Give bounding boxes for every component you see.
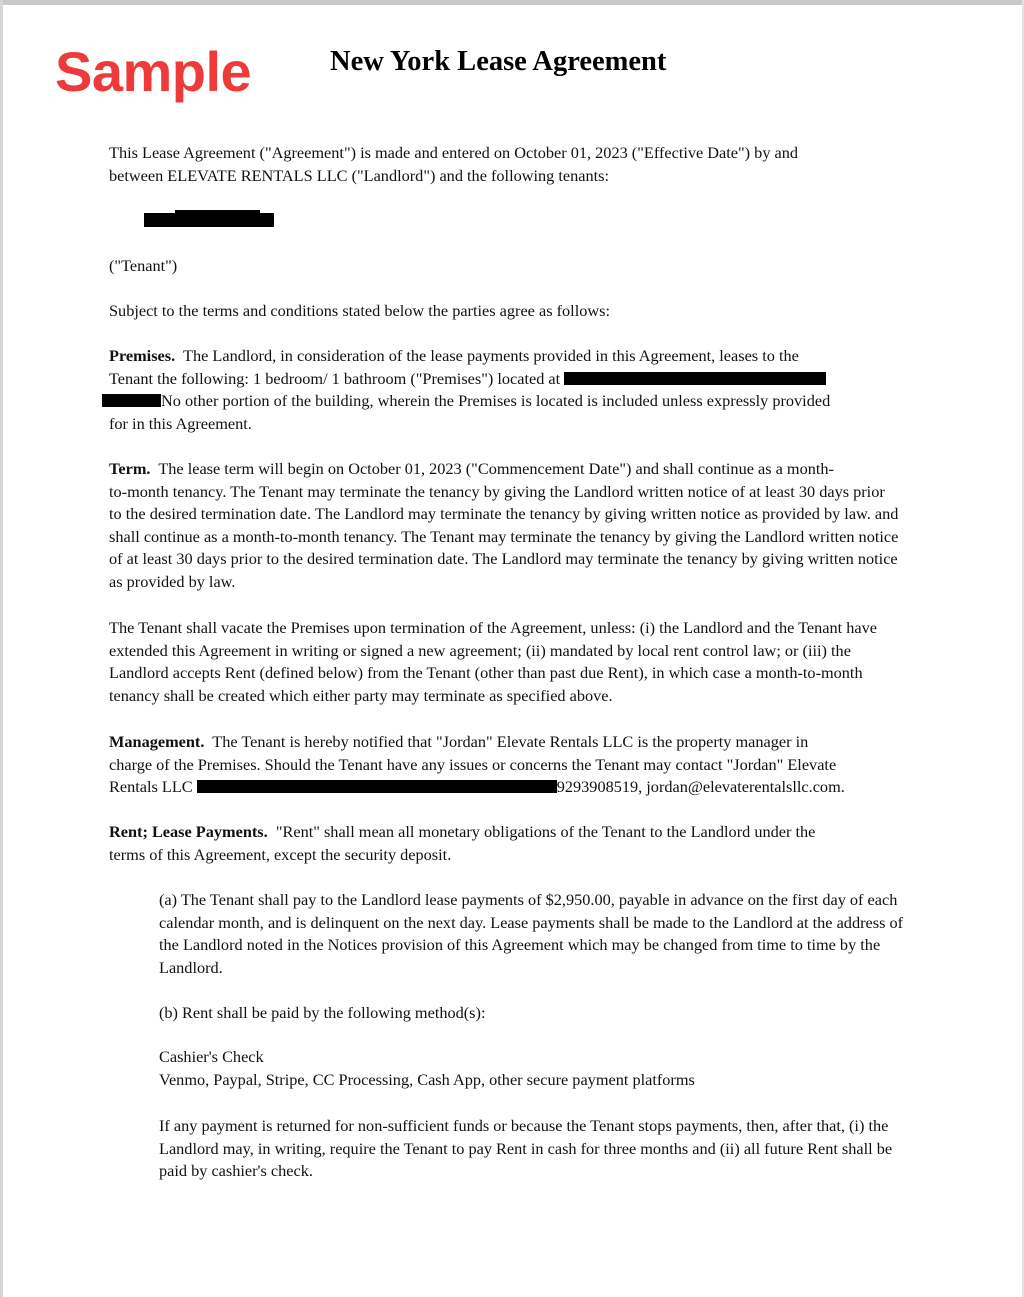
term-body: to-month tenancy. The Tenant may terminate the tenancy by giving the Landlord written notice of at least 30 days prior to the desired termination date. The Landlord may terminate the tenancy by giving written notice as provided by law. and shall continue as a month-to-month tenancy. The Tenant may terminate the tenancy by giving the Landlord written notice of at least 30 days prior to the desired termination date. The Landlord may terminate the tenancy by giving written notice as provided by law. bbox=[109, 481, 899, 591]
rent-clause-a: (a) The Tenant shall pay to the Landlord lease payments of $2,950.00, payable in advance on the first day of each calendar month, and is delinquent on the next day. Lease payments shall be made to the Landlord at the address of the Landlord noted in the Notices provision of this Agreement which may be changed from time to time by the Landlord. bbox=[159, 890, 904, 977]
premises-heading: Premises. bbox=[109, 346, 176, 365]
redacted-manager-address bbox=[197, 780, 557, 793]
term-section bbox=[109, 458, 901, 593]
redacted-address-continued bbox=[102, 394, 161, 407]
page-top-border bbox=[0, 0, 1024, 5]
intro-line-2: between ELEVATE RENTALS LLC ("Landlord") and the following tenants: bbox=[109, 165, 610, 185]
management-heading: Management. bbox=[109, 732, 205, 751]
rent-line-2: terms of this Agreement, except the security deposit. bbox=[109, 844, 452, 864]
sample-watermark: Sample bbox=[55, 40, 252, 103]
payment-methods bbox=[159, 1046, 919, 1091]
returned-payment-paragraph: If any payment is returned for non-sufficient funds or because the Tenant stops payments, then, after that, (i) the Landlord may, in writing, require the Tenant to pay Rent in cash for three months and (ii) all future Rent shall be paid by cashier's check. bbox=[159, 1116, 893, 1180]
premises-line-3: No other portion of the building, wherein the Premises is located is included unless expressly provided bbox=[161, 391, 831, 410]
payment-method-2: Venmo, Paypal, Stripe, CC Processing, Cash App, other secure payment platforms bbox=[159, 1069, 695, 1089]
premises-line-2: Tenant the following: 1 bedroom/ 1 bathroom ("Premises") located at bbox=[109, 368, 561, 388]
term-heading: Term. bbox=[109, 459, 151, 478]
rent-clause-b: (b) Rent shall be paid by the following method(s): bbox=[159, 1003, 486, 1022]
redacted-tenant-name bbox=[144, 213, 274, 227]
redacted-address bbox=[564, 372, 826, 385]
payment-method-1: Cashier's Check bbox=[159, 1047, 264, 1066]
premises-line-4: for in this Agreement. bbox=[109, 413, 252, 433]
subject-statement: Subject to the terms and conditions stated below the parties agree as follows: bbox=[109, 301, 610, 320]
management-line-1: The Tenant is hereby notified that "Jordan" Elevate Rentals LLC is the property manager in bbox=[212, 732, 809, 751]
management-line-2: charge of the Premises. Should the Tenant have any issues or concerns the Tenant may contact "Jordan" Elevate bbox=[109, 754, 837, 774]
rent-section bbox=[109, 821, 909, 866]
intro-paragraph bbox=[109, 142, 909, 187]
premises-line-1: The Landlord, in consideration of the lease payments provided in this Agreement, leases to the bbox=[183, 346, 799, 365]
rent-line-1: "Rent" shall mean all monetary obligations of the Tenant to the Landlord under the bbox=[275, 822, 816, 841]
document-title: New York Lease Agreement bbox=[330, 46, 667, 77]
management-line-3-start: Rentals LLC bbox=[109, 777, 193, 796]
management-line-3-end: 9293908519, jordan@elevaterentalsllc.com. bbox=[556, 777, 845, 796]
page-left-border bbox=[0, 0, 3, 1297]
vacate-paragraph: The Tenant shall vacate the Premises upon termination of the Agreement, unless: (i) the Landlord and the Tenant have extended this Agreement in writing or signed a new agreement; (ii) mandated by local rent control law; or (iii) the Landlord accepts Rent (defined below) from the Tenant (other than past due Rent), in which case a month-to-month tenancy shall be created which either party may terminate as specified above. bbox=[109, 618, 877, 705]
rent-heading: Rent; Lease Payments. bbox=[109, 822, 268, 841]
term-line-1: The lease term will begin on October 01, 2023 ("Commencement Date") and shall continue as a month- bbox=[158, 459, 834, 478]
tenant-label: ("Tenant") bbox=[109, 256, 178, 275]
intro-line-1: This Lease Agreement ("Agreement") is made and entered on October 01, 2023 ("Effective Date") by and bbox=[109, 143, 799, 162]
premises-section bbox=[109, 345, 909, 435]
management-section bbox=[109, 731, 909, 799]
